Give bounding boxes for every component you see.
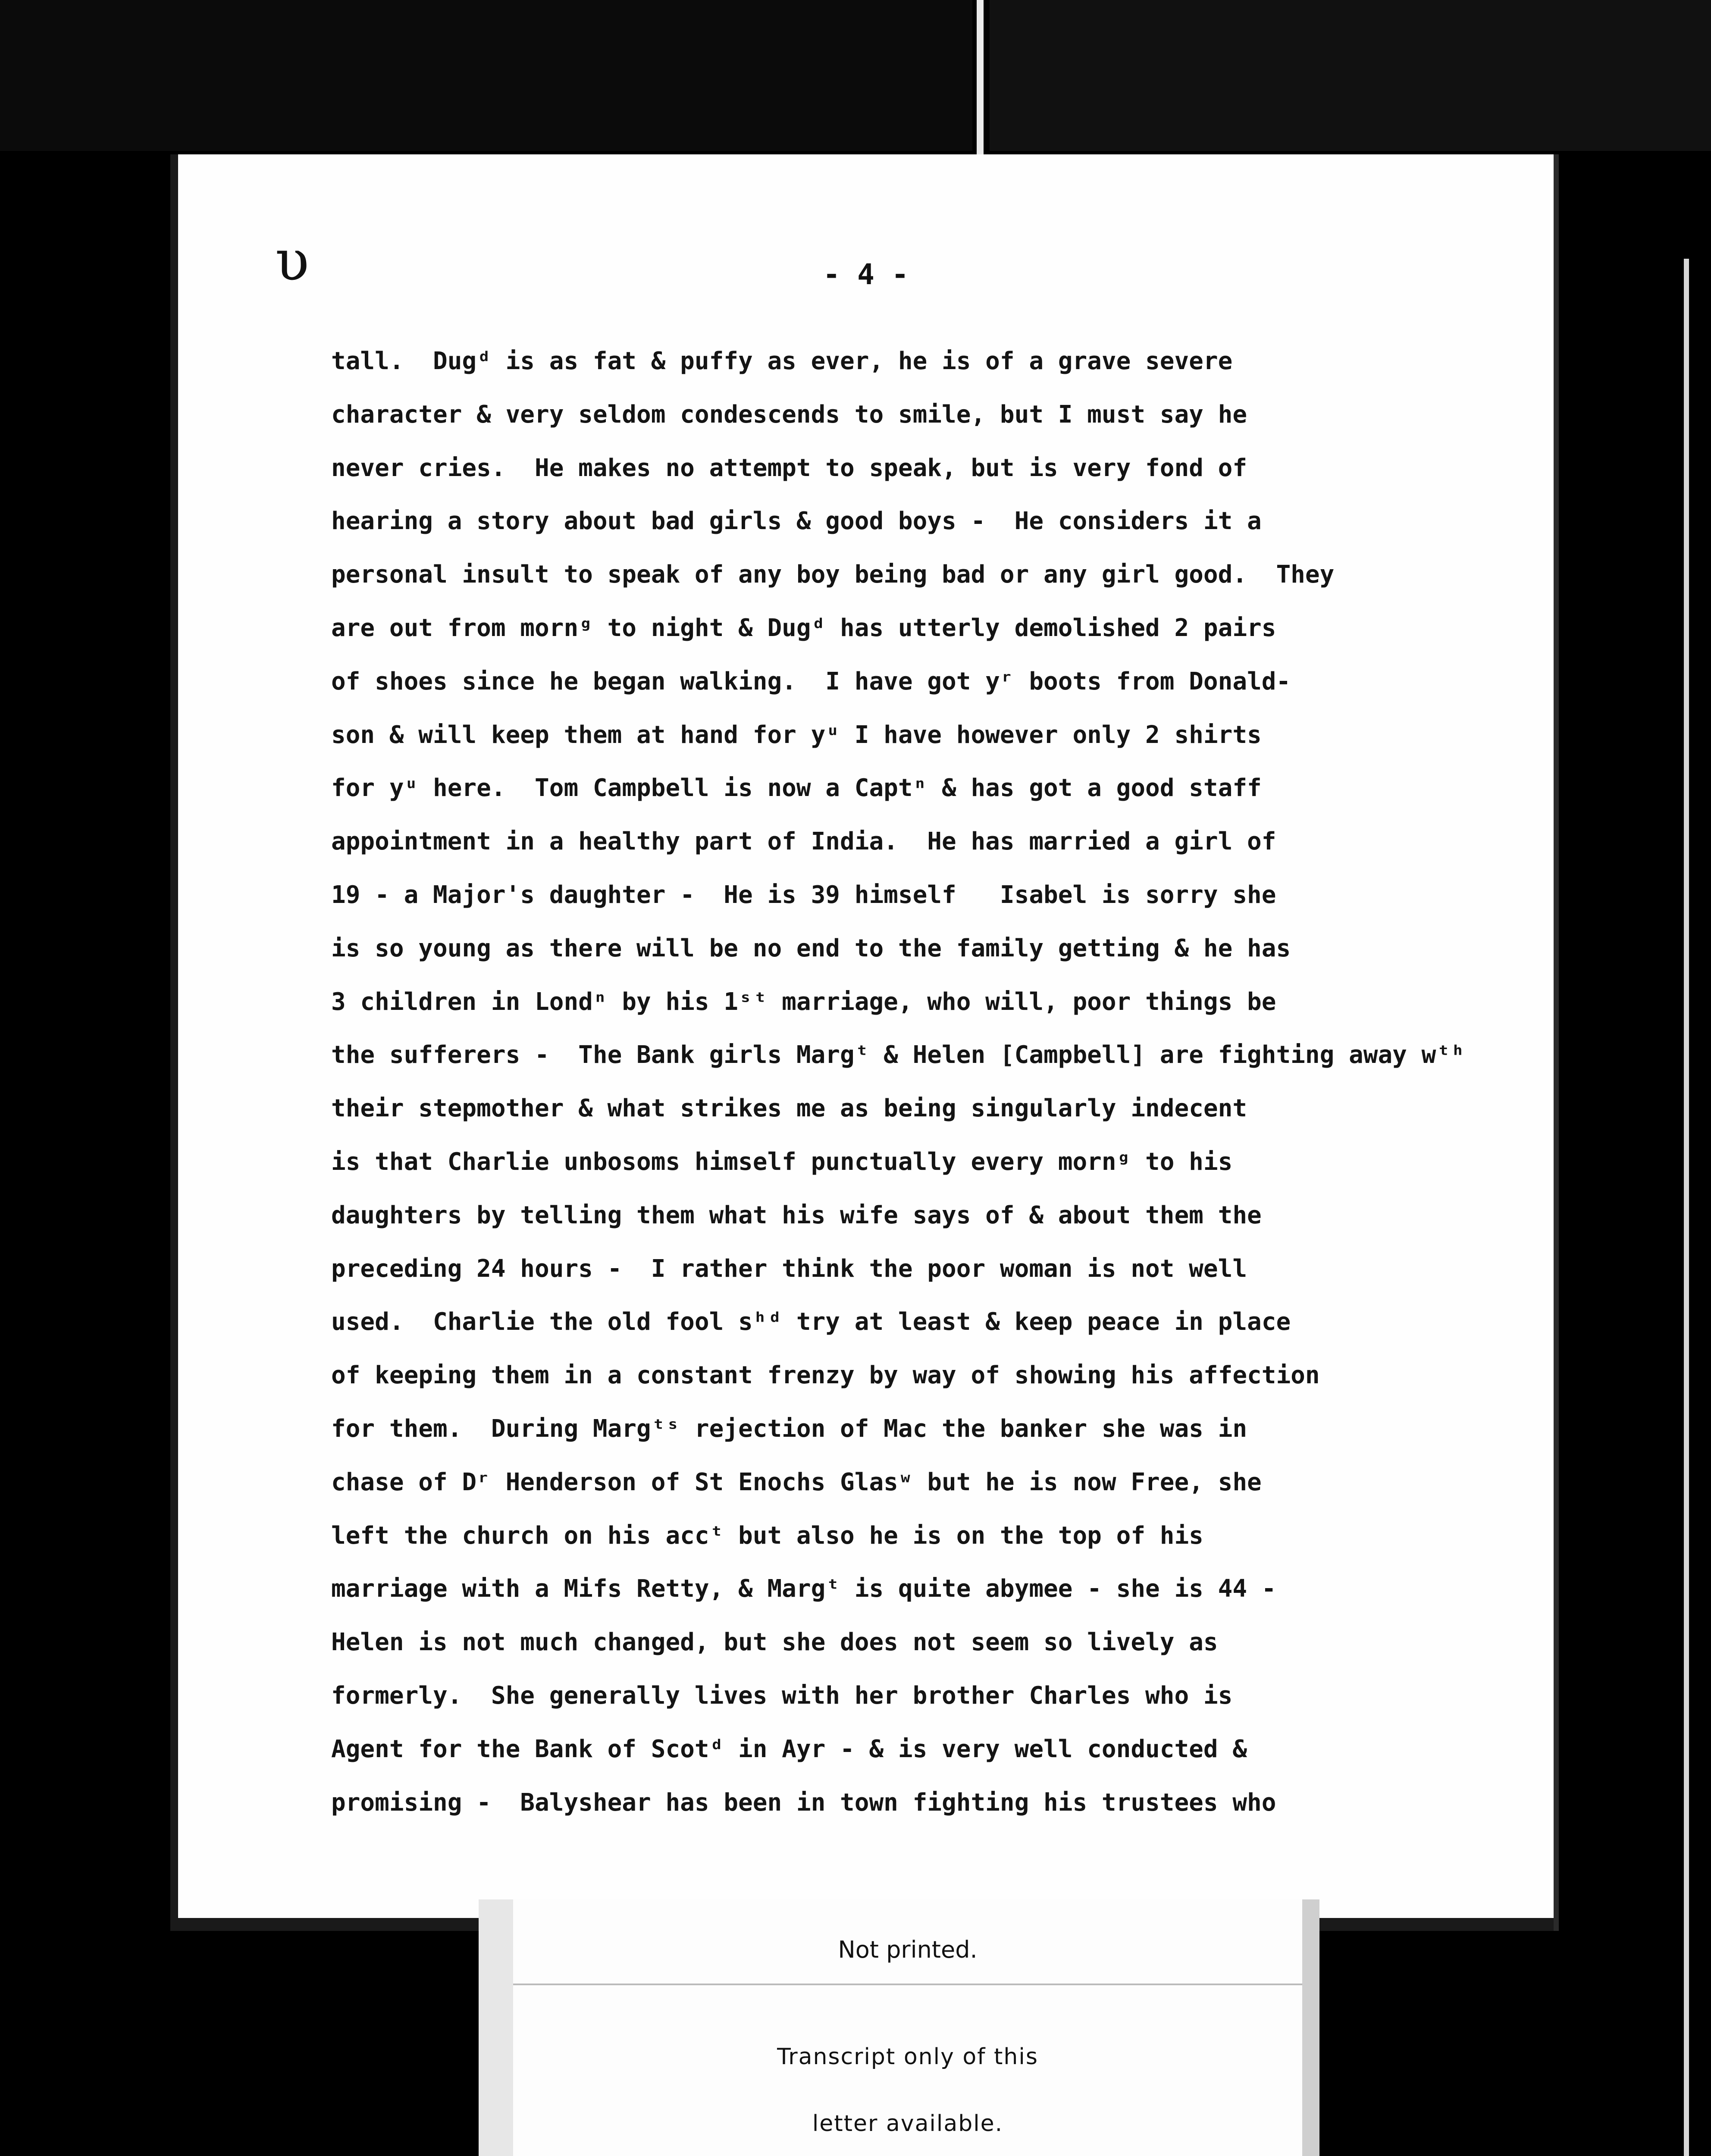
page-number: - 4 - <box>823 258 909 291</box>
letter-line: Agent for the Bank of Scotᵈ in Ayr - & is very well conducted & <box>331 1735 1247 1763</box>
letter-line: used. Charlie the old fool sʰᵈ try at least & keep peace in place <box>331 1308 1291 1336</box>
top-left-scan-area <box>0 0 972 151</box>
transcript-note-line1: Transcript only of this <box>777 2044 1038 2070</box>
margin-mark: υ <box>275 228 310 293</box>
letter-line: 19 - a Major's daughter - He is 39 himself Isabel is sorry she <box>331 881 1276 909</box>
letter-line: for yᵘ here. Tom Campbell is now a Captⁿ & has got a good staff <box>331 774 1262 802</box>
letter-line: chase of Dʳ Henderson of St Enochs Glasʷ but he is now Free, she <box>331 1468 1262 1496</box>
letter-line: promising - Balyshear has been in town fighting his trustees who <box>331 1788 1276 1817</box>
letter-line: is so young as there will be no end to the family getting & he has <box>331 934 1291 962</box>
letter-line: is that Charlie unbosoms himself punctually every mornᵍ to his <box>331 1147 1233 1176</box>
letter-line: 3 children in Londⁿ by his 1ˢᵗ marriage, who will, poor things be <box>331 987 1276 1016</box>
letter-line: left the church on his accᵗ but also he is on the top of his <box>331 1521 1203 1550</box>
letter-line: daughters by telling them what his wife says of & about them the <box>331 1201 1262 1229</box>
transcript-note-line2: letter available. <box>812 2111 1003 2137</box>
letter-line: character & very seldom condescends to smile, but I must say he <box>331 400 1247 429</box>
letter-line: for them. During Margᵗˢ rejection of Mac the banker she was in <box>331 1414 1247 1443</box>
letter-body <box>331 335 1551 1829</box>
letter-line: never cries. He makes no attempt to speak, but is very fond of <box>331 454 1247 482</box>
letter-line: of shoes since he began walking. I have got yʳ boots from Donald- <box>331 667 1291 696</box>
stamp-right-edge <box>1302 1899 1319 2156</box>
letter-line: personal insult to speak of any boy being bad or any girl good. They <box>331 561 1335 589</box>
right-margin-line <box>1684 259 1689 2156</box>
letter-line: appointment in a healthy part of India. He has married a girl of <box>331 827 1276 856</box>
top-right-scan-area <box>990 0 1711 151</box>
stamp-divider <box>513 1984 1302 1985</box>
letter-line: Helen is not much changed, but she does not seem so lively as <box>331 1628 1218 1657</box>
stamp-left-edge <box>479 1899 513 2156</box>
letter-line: son & will keep them at hand for yᵘ I have however only 2 shirts <box>331 721 1262 749</box>
letter-page <box>170 154 1554 1931</box>
letter-line: the sufferers - The Bank girls Margᵗ & Helen [Campbell] are fighting away wᵗʰ <box>331 1041 1465 1069</box>
letter-line: of keeping them in a constant frenzy by way of showing his affection <box>331 1361 1320 1390</box>
letter-line: tall. Dugᵈ is as fat & puffy as ever, he is of a grave severe <box>331 347 1233 375</box>
letter-line: their stepmother & what strikes me as being singularly indecent <box>331 1094 1247 1123</box>
letter-line: marriage with a Mifs Retty, & Margᵗ is quite abymee - she is 44 - <box>331 1575 1276 1603</box>
letter-line: hearing a story about bad girls & good boys - He considers it a <box>331 507 1262 536</box>
top-divider-line <box>977 0 984 155</box>
letter-line: formerly. She generally lives with her brother Charles who is <box>331 1681 1233 1710</box>
archive-stamp-panel <box>513 1899 1302 2156</box>
letter-line: are out from mornᵍ to night & Dugᵈ has utterly demolished 2 pairs <box>331 614 1276 642</box>
not-printed-note: Not printed. <box>838 1936 978 1963</box>
letter-line: preceding 24 hours - I rather think the poor woman is not well <box>331 1254 1247 1283</box>
